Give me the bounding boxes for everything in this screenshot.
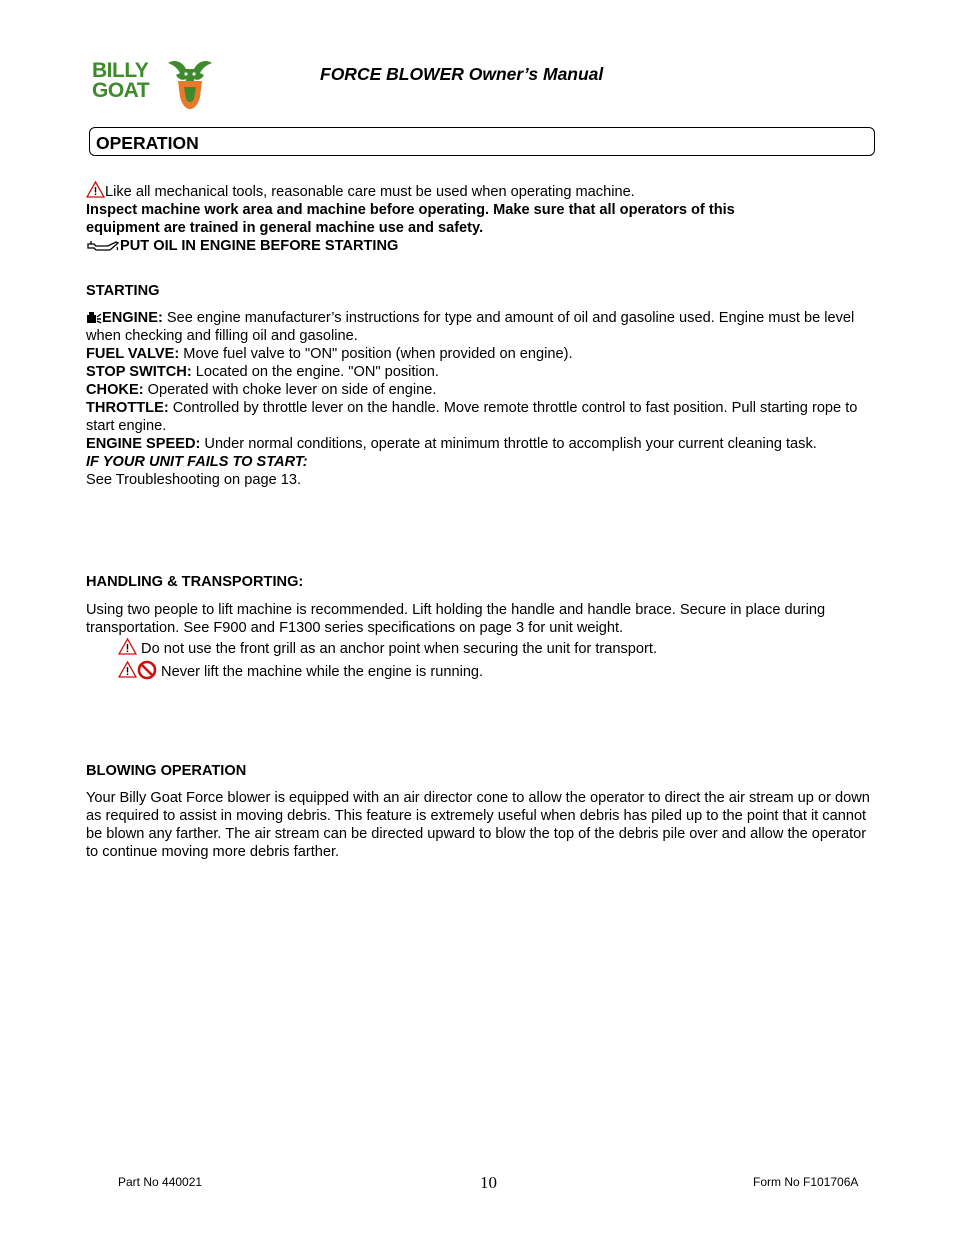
logo-line-1: BILLY <box>92 59 149 82</box>
document-title: FORCE BLOWER Owner’s Manual <box>320 64 604 84</box>
stop-text: Located on the engine. "ON" position. <box>191 364 439 380</box>
oil-text: PUT OIL IN ENGINE BEFORE STARTING <box>120 238 399 254</box>
section-title: OPERATION <box>96 133 199 153</box>
blowing-text: Your Billy Goat Force blower is equipped with an air director cone to allow the operator to direct the air stream up or down as required to assist in moving debris. This feature is extremely useful when debris has piled up to the point that it cannot be blown any farther. The air stream can be directed upward to blow the top of the debris pile over and allow the operator to continue moving more debris farther. <box>86 790 870 860</box>
logo-text <box>92 61 149 101</box>
caution-line <box>86 181 886 201</box>
warning-2-text: Never lift the machine while the engine is running. <box>157 664 484 680</box>
logo-line-2: GOAT <box>92 79 150 102</box>
inspect-text: Inspect machine work area and machine before operating. Make sure that all operators of this equipment are trained in general machine use and safety. <box>86 202 735 236</box>
warning-1-text: Do not use the front grill as an anchor point when securing the unit for transport. <box>137 641 657 657</box>
speed-text: Under normal conditions, operate at minimum throttle to accomplish your current cleaning task. <box>200 436 817 452</box>
section-header-box <box>89 127 875 156</box>
part-number: Part No 440021 <box>118 1175 203 1189</box>
warning-triangle-icon <box>86 181 105 198</box>
warning-triangle-icon <box>118 661 137 678</box>
prohibited-icon <box>137 660 157 680</box>
speed-label: ENGINE SPEED: <box>86 436 201 452</box>
page-number: 10 <box>480 1173 497 1192</box>
engine-icon <box>86 310 102 324</box>
engine-text: See engine manufacturer’s instructions for type and amount of oil and gasoline used. Engine must be level when checking and filling oil and gasoline. <box>86 310 855 344</box>
throttle-label: THROTTLE: <box>86 400 169 416</box>
handling-heading: HANDLING & TRANSPORTING: <box>86 574 304 590</box>
caution-text: Like all mechanical tools, reasonable care must be used when operating machine. <box>105 184 635 200</box>
starting-heading: STARTING <box>86 283 160 299</box>
goat-head-icon <box>164 57 216 111</box>
intro-block <box>86 181 886 255</box>
handling-warning-2 <box>118 660 878 681</box>
throttle-line <box>86 399 886 435</box>
stop-label: STOP SWITCH: <box>86 364 192 380</box>
oil-can-icon <box>86 240 120 252</box>
fuel-line <box>86 345 886 363</box>
speed-line <box>86 435 886 453</box>
engine-line <box>86 309 886 345</box>
warning-triangle-icon <box>118 638 137 655</box>
starting-block <box>86 309 886 489</box>
stop-line <box>86 363 886 381</box>
engine-label: ENGINE: <box>102 310 163 326</box>
fail-text: See Troubleshooting on page 13. <box>86 472 302 488</box>
choke-line <box>86 381 886 399</box>
fail-heading: IF YOUR UNIT FAILS TO START: <box>86 454 308 470</box>
choke-label: CHOKE: <box>86 382 144 398</box>
billy-goat-logo <box>92 57 218 111</box>
oil-line <box>86 237 886 255</box>
handling-text: Using two people to lift machine is recommended. Lift holding the handle and handle brace. Secure in place during transportation. See F900 and F1300 series specifications on page 3 for unit weight. <box>86 602 826 636</box>
fuel-text: Move fuel valve to "ON" position (when provided on engine). <box>179 346 573 362</box>
form-number: Form No F101706A <box>753 1175 859 1189</box>
handling-warning-1 <box>118 638 878 658</box>
fuel-label: FUEL VALVE: <box>86 346 180 362</box>
throttle-text: Controlled by throttle lever on the handle. Move remote throttle control to fast position. Pull starting rope to start engine. <box>86 400 858 434</box>
choke-text: Operated with choke lever on side of engine. <box>143 382 437 398</box>
blowing-heading: BLOWING OPERATION <box>86 763 247 779</box>
